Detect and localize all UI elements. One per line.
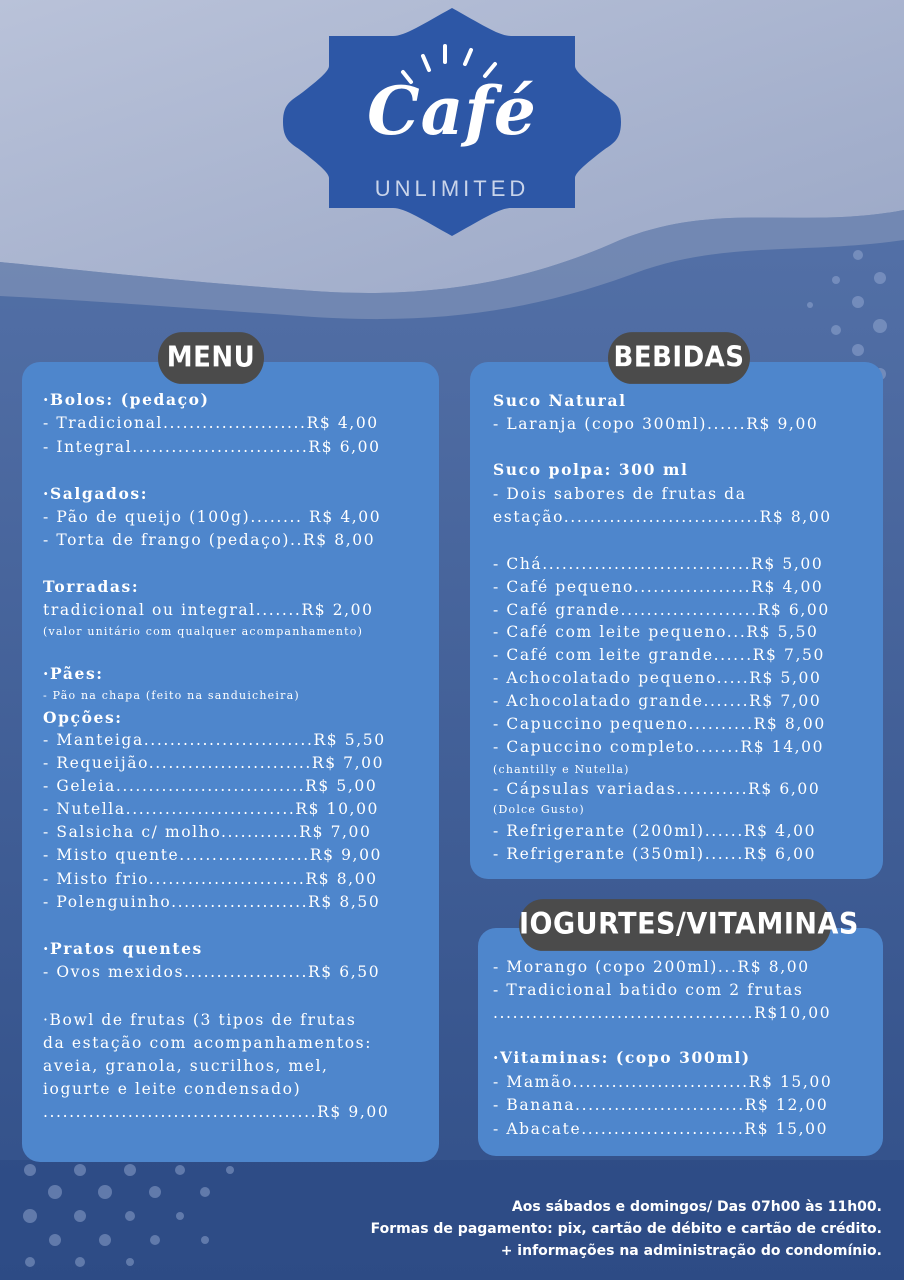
menu-line: ·Pratos quentes — [43, 939, 203, 958]
bebidas-line: - Chá................................R$ 5,00 — [493, 555, 824, 573]
logo-subtitle: UNLIMITED — [374, 176, 530, 201]
menu-line: Torradas: — [43, 577, 140, 596]
bebidas-section-title: BEBIDAS — [608, 332, 750, 384]
bebidas-line: - Capuccino completo.......R$ 14,00 — [493, 738, 825, 756]
menu-line: - Pão de queijo (100g)........ R$ 4,00 — [43, 508, 382, 526]
menu-line: - Integral...........................R$ 6,00 — [43, 438, 381, 456]
footer-more-info: + informações na administração do condomínio. — [500, 1243, 882, 1259]
menu-line: - Misto quente....................R$ 9,00 — [43, 846, 383, 864]
bebidas-line: - Refrigerante (200ml)......R$ 4,00 — [493, 822, 817, 840]
menu-line: ·Bowl de frutas (3 tipos de frutas — [43, 1011, 357, 1029]
iogurtes-line: - Morango (copo 200ml)...R$ 8,00 — [493, 958, 810, 976]
menu-line: ..........................................R$ 9,00 — [43, 1103, 390, 1121]
iogurtes-line: - Banana..........................R$ 12,00 — [493, 1096, 829, 1114]
menu-line: - Polenguinho.....................R$ 8,50 — [43, 893, 381, 911]
bebidas-line: - Café pequeno..................R$ 4,00 — [493, 578, 824, 596]
footer-payment: Formas de pagamento: pix, cartão de débito e cartão de crédito. — [370, 1221, 882, 1237]
menu-line: - Geleia.............................R$ 5,00 — [43, 777, 378, 795]
menu-line: - Torta de frango (pedaço)..R$ 8,00 — [43, 531, 376, 549]
iogurtes-line: - Tradicional batido com 2 frutas — [493, 981, 804, 999]
bebidas-line: - Achocolatado pequeno.....R$ 5,00 — [493, 669, 822, 687]
menu-line: - Tradicional......................R$ 4,00 — [43, 414, 379, 432]
bebidas-line: - Café com leite grande......R$ 7,50 — [493, 646, 825, 664]
bebidas-line: - Refrigerante (350ml)......R$ 6,00 — [493, 845, 817, 863]
menu-line: - Salsicha c/ molho............R$ 7,00 — [43, 823, 372, 841]
menu-line: ·Pães: — [43, 664, 104, 683]
bebidas-line: Suco Natural — [493, 391, 627, 410]
iogurtes-line: - Mamão...........................R$ 15,00 — [493, 1073, 833, 1091]
menu-line: - Requeijão.........................R$ 7,00 — [43, 754, 385, 772]
menu-line: tradicional ou integral.......R$ 2,00 — [43, 601, 374, 619]
bebidas-line: - Laranja (copo 300ml)......R$ 9,00 — [493, 415, 819, 433]
menu-line: - Ovos mexidos...................R$ 6,50 — [43, 963, 381, 981]
bebidas-line: Suco polpa: 300 ml — [493, 460, 689, 479]
iogurtes-line: - Abacate.........................R$ 15,00 — [493, 1120, 829, 1138]
menu-line: - Manteiga..........................R$ 5,50 — [43, 731, 386, 749]
footer-info — [371, 1196, 882, 1262]
cafe-unlimited-logo — [283, 6, 621, 238]
bebidas-line: - Achocolatado grande.......R$ 7,00 — [493, 692, 822, 710]
bebidas-line: - Cápsulas variadas...........R$ 6,00 — [493, 780, 821, 798]
logo-script-text: Café — [367, 72, 537, 150]
bebidas-line: - Dois sabores de frutas da — [493, 485, 747, 503]
menu-line: da estação com acompanhamentos: — [43, 1034, 373, 1052]
bebidas-line: (Dolce Gusto) — [493, 803, 585, 816]
bebidas-line: (chantilly e Nutella) — [493, 763, 630, 776]
menu-line: iogurte e leite condensado) — [43, 1080, 302, 1098]
bebidas-line: - Café com leite pequeno...R$ 5,50 — [493, 623, 819, 641]
iogurtes-section-title: IOGURTES/VITAMINAS — [519, 899, 831, 951]
menu-line: - Misto frio........................R$ 8,00 — [43, 870, 378, 888]
menu-line: Opções: — [43, 708, 123, 727]
menu-line: - Pão na chapa (feito na sanduicheira) — [43, 689, 300, 702]
menu-line: ·Bolos: (pedaço) — [43, 390, 210, 409]
menu-line: (valor unitário com qualquer acompanhamento) — [43, 625, 364, 638]
bebidas-line: estação..............................R$ 8,00 — [493, 508, 832, 526]
menu-section-title: MENU — [158, 332, 264, 384]
menu-line: aveia, granola, sucrilhos, mel, — [43, 1057, 329, 1075]
bebidas-line: - Café grande.....................R$ 6,00 — [493, 601, 830, 619]
iogurtes-line: ·Vitaminas: (copo 300ml) — [493, 1048, 751, 1067]
bebidas-line: - Capuccino pequeno..........R$ 8,00 — [493, 715, 826, 733]
menu-line: - Nutella..........................R$ 10,00 — [43, 800, 380, 818]
footer-hours: Aos sábados e domingos/ Das 07h00 às 11h00. — [511, 1199, 882, 1215]
menu-line: ·Salgados: — [43, 484, 149, 503]
iogurtes-line: ........................................R$10,00 — [493, 1004, 832, 1022]
